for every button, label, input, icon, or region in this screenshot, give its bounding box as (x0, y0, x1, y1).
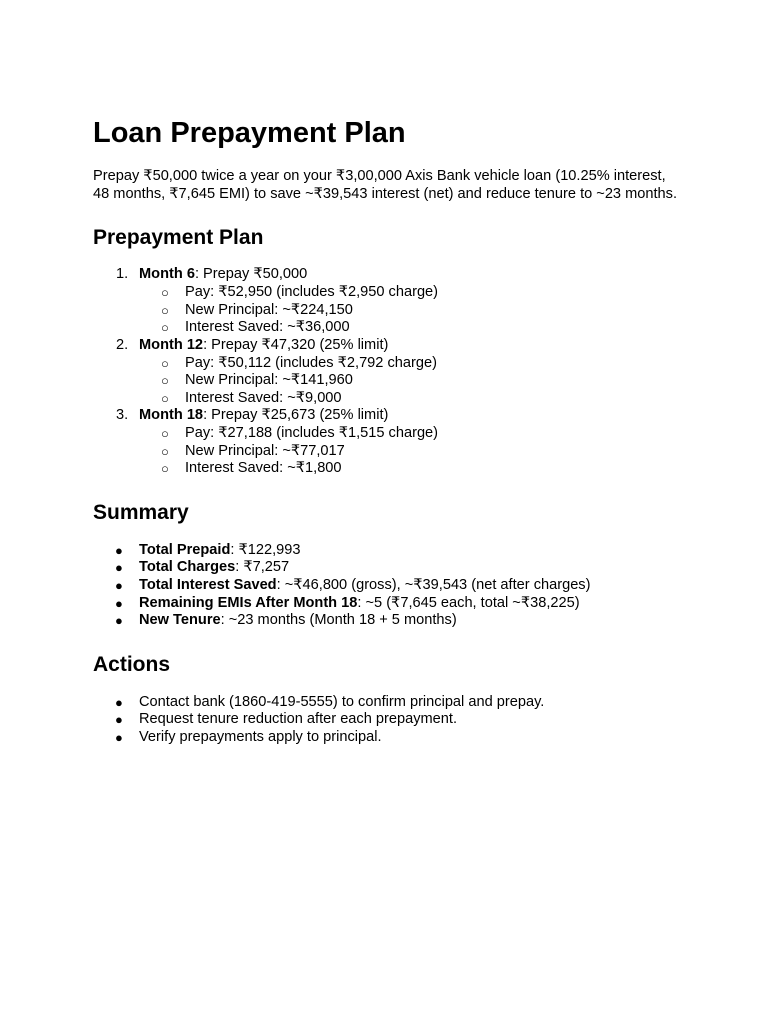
bullet: ● (115, 712, 123, 727)
plan-item-text: : Prepay ₹47,320 (25% limit) (203, 337, 389, 353)
summary-item-text: : ~5 (₹7,645 each, total ~₹38,225) (357, 595, 580, 611)
sub-bullet: ○ (161, 391, 169, 406)
plan-detail: Interest Saved: ~₹1,800 (185, 460, 342, 476)
bullet: ● (115, 578, 123, 593)
bullet: ● (115, 596, 123, 611)
action-item: Request tenure reduction after each prepayment. (139, 711, 458, 727)
plan-item-text: : Prepay ₹50,000 (194, 266, 308, 282)
document-title: Loan Prepayment Plan (93, 117, 406, 149)
plan-item-month-6 (139, 266, 307, 284)
plan-detail: New Principal: ~₹77,017 (185, 443, 345, 459)
summary-item-text: : ₹122,993 (230, 542, 301, 558)
summary-item-text: : ~23 months (Month 18 + 5 months) (220, 612, 457, 628)
summary-item (139, 542, 301, 560)
list-number: 3. (116, 407, 129, 423)
bullet: ● (115, 543, 123, 558)
bullet: ● (115, 560, 123, 575)
plan-item-label: Month 18 (139, 407, 204, 423)
plan-item-label: Month 6 (139, 266, 195, 282)
summary-item-text: : ~₹46,800 (gross), ~₹39,543 (net after charges) (276, 577, 591, 593)
summary-item-label: New Tenure (139, 612, 221, 628)
bullet: ● (115, 730, 123, 745)
summary-item-label: Total Interest Saved (139, 577, 277, 593)
plan-item-text: : Prepay ₹25,673 (25% limit) (203, 407, 389, 423)
plan-item-label: Month 12 (139, 337, 204, 353)
action-item: Verify prepayments apply to principal. (139, 729, 382, 745)
sub-bullet: ○ (161, 356, 169, 371)
bullet: ● (115, 613, 123, 628)
plan-detail: Interest Saved: ~₹36,000 (185, 319, 350, 335)
plan-item-month-12 (139, 337, 388, 355)
prepayment-plan-heading: Prepayment Plan (93, 226, 264, 249)
sub-bullet: ○ (161, 285, 169, 300)
list-number: 2. (116, 337, 129, 353)
sub-bullet: ○ (161, 444, 169, 459)
sub-bullet: ○ (161, 426, 169, 441)
plan-detail: Pay: ₹27,188 (includes ₹1,515 charge) (185, 425, 439, 441)
summary-item (139, 559, 289, 577)
plan-detail: Interest Saved: ~₹9,000 (185, 390, 342, 406)
intro-paragraph: Prepay ₹50,000 twice a year on your ₹3,00,000 Axis Bank vehicle loan (10.25% interest, 48 months, ₹7,645 EMI) to save ~₹39,543 interest (net) and reduce tenure to ~23 months. (93, 168, 678, 202)
summary-item-text: : ₹7,257 (235, 559, 290, 575)
sub-bullet: ○ (161, 461, 169, 476)
plan-detail: Pay: ₹50,112 (includes ₹2,792 charge) (185, 355, 437, 371)
bullet: ● (115, 695, 123, 710)
actions-heading: Actions (93, 653, 171, 676)
action-item: Contact bank (1860-419-5555) to confirm principal and prepay. (139, 694, 545, 710)
summary-heading: Summary (93, 501, 189, 524)
plan-item-month-18 (139, 407, 388, 425)
summary-item-label: Total Charges (139, 559, 236, 575)
sub-bullet: ○ (161, 320, 169, 335)
sub-bullet: ○ (161, 373, 169, 388)
list-number: 1. (116, 266, 129, 282)
plan-detail: Pay: ₹52,950 (includes ₹2,950 charge) (185, 284, 439, 300)
plan-detail: New Principal: ~₹224,150 (185, 302, 353, 318)
summary-item (139, 577, 590, 595)
sub-bullet: ○ (161, 303, 169, 318)
summary-item-label: Remaining EMIs After Month 18 (139, 595, 358, 611)
plan-detail: New Principal: ~₹141,960 (185, 372, 353, 388)
summary-item-label: Total Prepaid (139, 542, 231, 558)
summary-item (139, 595, 580, 613)
summary-item (139, 612, 457, 630)
